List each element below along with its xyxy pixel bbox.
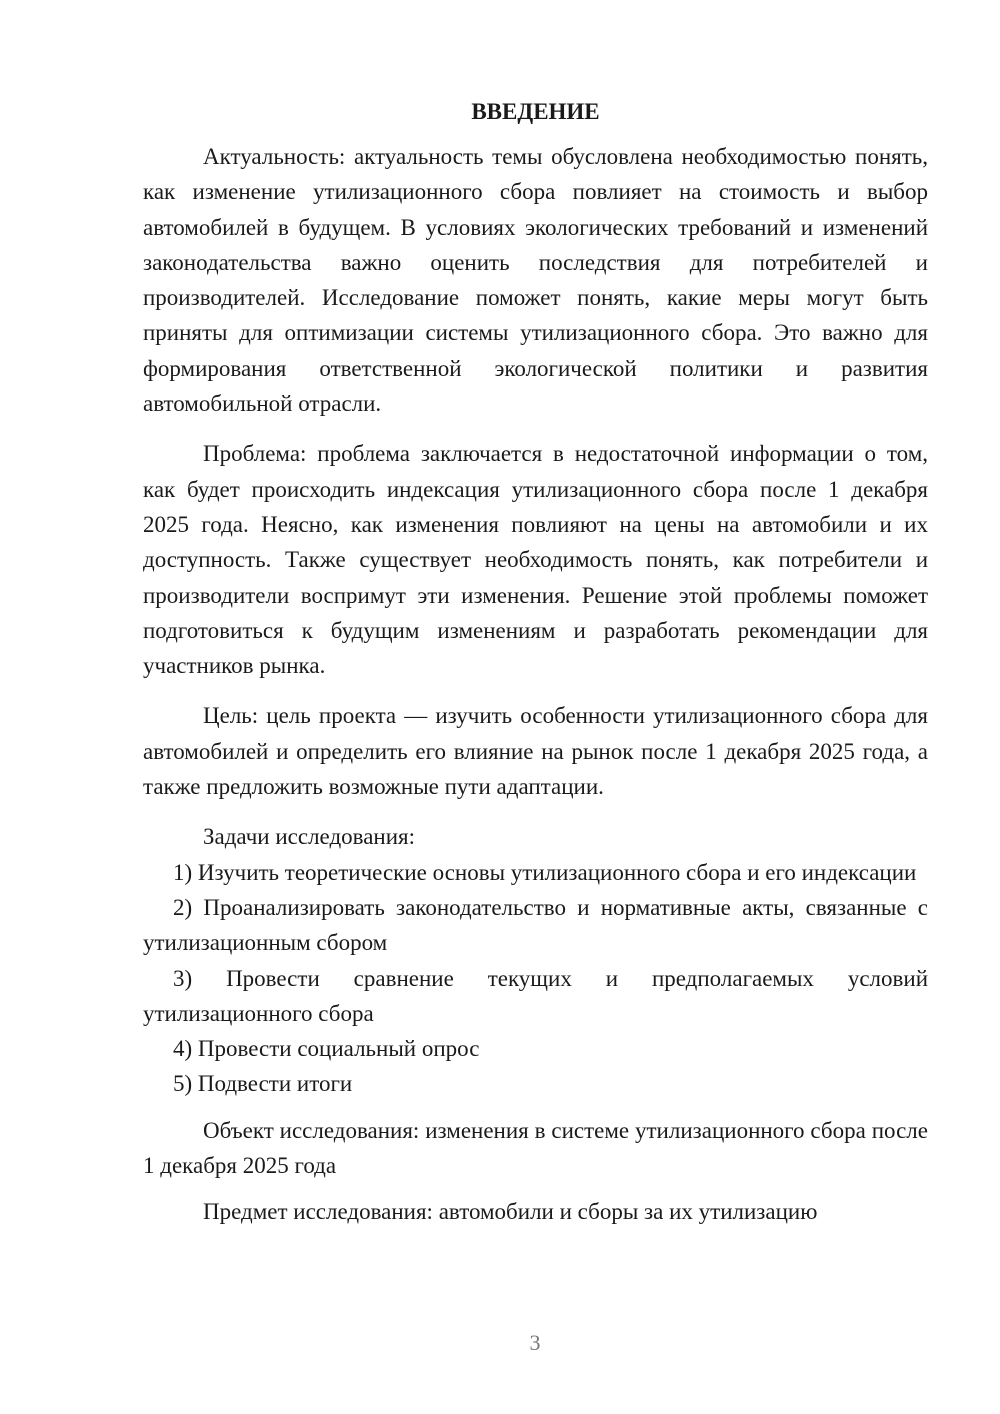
problem-paragraph: Проблема: проблема заключается в недостаточной информации о том, как будет происходить индексация утилизационного сбора после 1 декабря 2025 года. Неясно, как изменения повлияют на цены на автомобили и их доступность. Также существует необходимость понять, как потребители и производители воспримут эти изменения. Решение этой проблемы поможет подготовиться к будущим изменениям и разработать рекомендации для участников рынка. (143, 441, 928, 679)
page-number: 3 (529, 1330, 541, 1355)
goal-paragraph: Цель: цель проекта — изучить особенности утилизационного сбора для автомобилей и определить его влияние на рынок после 1 декабря 2025 года, а также предложить возможные пути адаптации. (143, 703, 928, 800)
task-item-1: 1) Изучить теоретические основы утилизационного сбора и его индексации (173, 859, 917, 885)
task-item-5: 5) Подвести итоги (173, 1071, 353, 1097)
page-body (143, 94, 928, 1230)
tasks-heading: Задачи исследования: (203, 824, 416, 850)
relevance-paragraph: Актуальность: актуальность темы обусловлена необходимостью понять, как изменение утилизационного сбора повлияет на стоимость и выбор автомобилей в будущем. В условиях экологических требований и изменений законодательства важно оценить последствия для потребителей и производителей. Исследование поможет понять, какие меры могут быть приняты для оптимизации системы утилизационного сбора. Это важно для формирования ответственной экологической политики и развития автомобильной отрасли. (143, 144, 928, 417)
page-title: ВВЕДЕНИЕ (471, 99, 600, 124)
task-item-2: 2) Проанализировать законодательство и нормативные акты, связанные с утилизационным сбором (143, 894, 928, 956)
subject-paragraph: Предмет исследования: автомобили и сборы за их утилизацию (203, 1199, 818, 1225)
task-item-4: 4) Провести социальный опрос (173, 1036, 480, 1062)
task-item-3: 3) Провести сравнение текущих и предполагаемых условий утилизационного сбора (143, 965, 928, 1026)
object-paragraph: Объект исследования: изменения в системе утилизационного сбора после 1 декабря 2025 года (143, 1117, 928, 1179)
